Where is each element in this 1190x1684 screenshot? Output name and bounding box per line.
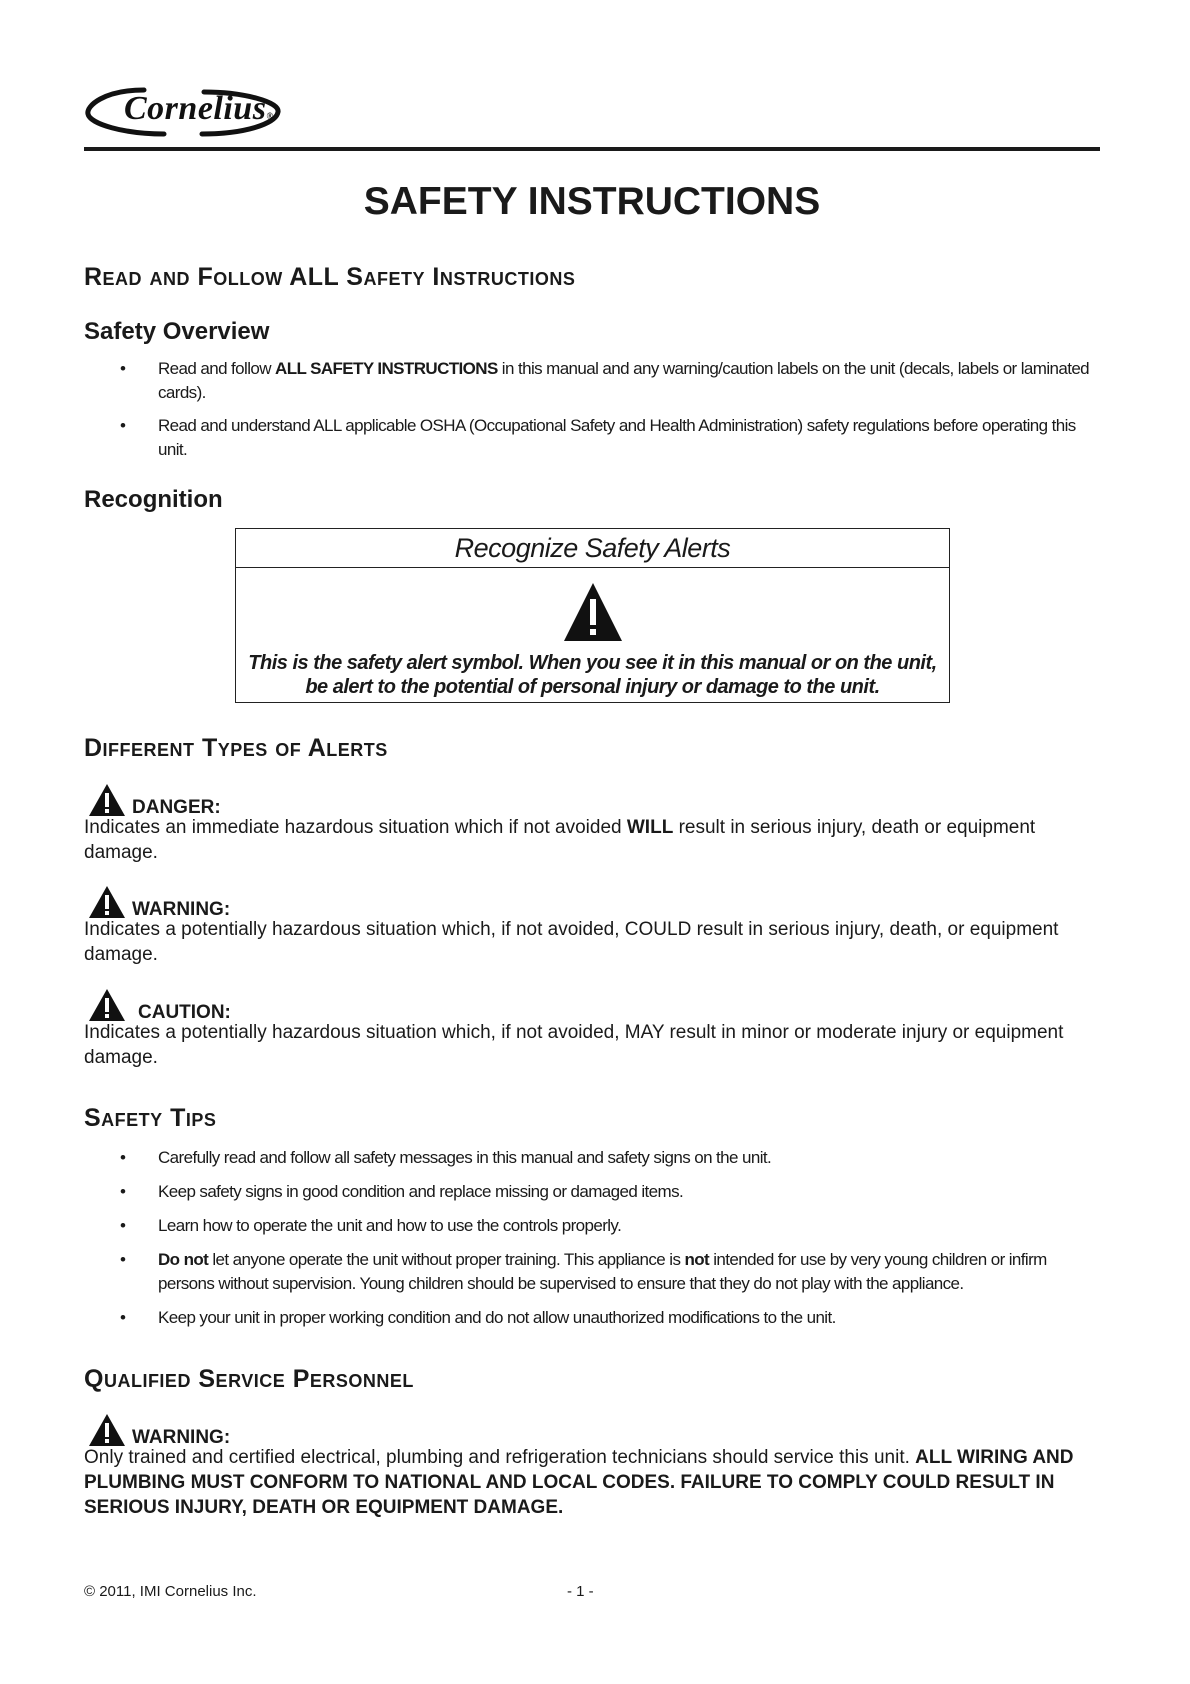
list-item: • Learn how to operate the unit and how to use the controls properly. [120,1216,622,1235]
caution-label: CAUTION: [138,1002,231,1023]
logo-wordmark: Cornelius® [124,90,274,127]
qualified-description: Only trained and certified electrical, plumbing and refrigeration technicians should service this unit. ALL WIRING AND PLUMBING MUST CONFORM TO NATIONAL AND LOCAL CODES. FAILURE TO COMPLY COULD RESULT IN SERIOUS INJURY, DEATH OR EQUIPMENT DAMAGE. [84,1447,1074,1518]
warning-triangle-icon [88,783,126,817]
list-item: • Read and understand ALL applicable OSHA (Occupational Safety and Health Administration) safety regulations before operating this unit. [120,416,1076,459]
footer-page-number: - 1 - [567,1583,594,1600]
section-heading-safety-tips: Safety Tips [84,1104,217,1132]
footer-copyright: © 2011, IMI Cornelius Inc. [84,1583,257,1600]
warning-label: WARNING: [132,899,231,920]
page-title: SAFETY INSTRUCTIONS [363,180,821,223]
list-item: • Do not let anyone operate the unit without proper training. This appliance is not intended for use by very young children or infirm persons without supervision. Young children should be supervised to ensure that they do not play with the appliance. [120,1250,1047,1293]
list-item: • Keep your unit in proper working condition and do not allow unauthorized modifications to the unit. [120,1308,836,1327]
subheading-safety-overview: Safety Overview [84,318,270,345]
section-heading-alert-types: Different Types of Alerts [84,734,388,762]
danger-label: DANGER: [132,797,221,818]
safety-overview-list [84,357,1100,462]
list-item: • Keep safety signs in good condition and replace missing or damaged items. [120,1182,684,1201]
warning-description: Indicates a potentially hazardous situation which, if not avoided, COULD result in serious injury, death, or equipment damage. [84,919,1059,965]
warning-label: WARNING: [132,1427,231,1448]
danger-description: Indicates an immediate hazardous situation which if not avoided WILL result in serious injury, death or equipment damage. [84,817,1036,863]
section-heading-read-follow: Read and Follow ALL Safety Instructions [84,263,576,291]
warning-triangle-icon [562,581,624,643]
safety-alert-box [235,528,950,703]
section-heading-qualified-personnel: Qualified Service Personnel [84,1365,414,1393]
subheading-recognition: Recognition [84,486,223,513]
warning-triangle-icon [88,988,126,1022]
warning-triangle-icon [88,885,126,919]
warning-triangle-icon [88,1413,126,1447]
caution-description: Indicates a potentially hazardous situation which, if not avoided, MAY result in minor or moderate injury or equipment damage. [84,1022,1064,1068]
alert-box-title: Recognize Safety Alerts [236,529,949,568]
list-item: • Carefully read and follow all safety messages in this manual and safety signs on the unit. [120,1148,772,1167]
safety-tips-list [84,1146,1100,1330]
header-rule [84,147,1100,151]
cornelius-logo [84,84,284,140]
alert-box-description: This is the safety alert symbol. When you see it in this manual or on the unit, be alert to the potential of personal injury or damage to the unit. [248,652,937,698]
list-item: • Read and follow ALL SAFETY INSTRUCTIONS in this manual and any warning/caution labels on the unit (decals, labels or laminated cards). [120,359,1090,402]
